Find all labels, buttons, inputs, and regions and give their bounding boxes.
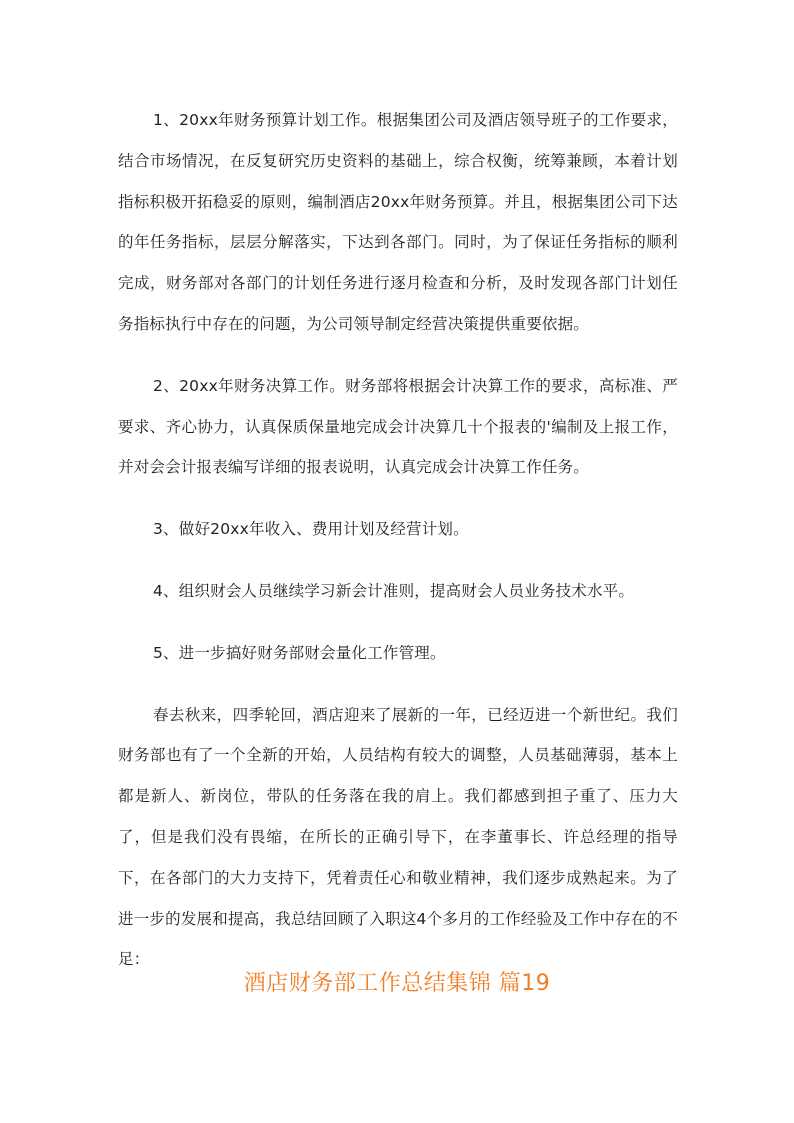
paragraph-gap bbox=[118, 612, 678, 633]
paragraph-budget-plan: 1、20xx年财务预算计划工作。根据集团公司及酒店领导班子的工作要求，结合市场情况，在反复研究历史资料的基础上，综合权衡，统筹兼顾，本着计划指标积极开拓稳妥的原则，编制酒店20xx年财务预算。并且，根据集团公司下达的年任务指标，层层分解落实，下达到各部门。同时，为了保证任务指标的顺利完成，财务部对各部门的计划任务进行逐月检查和分析，及时发现各部门计划任务指标执行中存在的问题，为公司领导制定经营决策提供重要依据。 bbox=[118, 111, 678, 333]
paragraph-final-accounts: 2、20xx年财务决算工作。财务部将根据会计决算工作的要求，高标准、严要求、齐心协力，认真保质保量地完成会计决算几十个报表的'编制及上报工作，并对会会计报表编写详细的报表说明，认真完成会计决算工作任务。 bbox=[118, 376, 678, 477]
paragraph-quantification: 5、进一步搞好财务部财会量化工作管理。 bbox=[153, 643, 446, 662]
paragraph-income-plan: 3、做好20xx年收入、费用计划及经营计划。 bbox=[153, 520, 469, 539]
paragraph-summary-intro: 春去秋来，四季轮回，酒店迎来了展新的一年，已经迈进一个新世纪。我们财务部也有了一个全新的开始，人员结构有较大的调整，人员基础薄弱，基本上都是新人、新岗位，带队的任务落在我的肩上。我们都感到担子重了、压力大了，但是我们没有畏缩，在所长的正确引导下，在李董事长、许总经理的指导下，在各部门的大力支持下，凭着责任心和敬业精神，我们逐步成熟起来。为了进一步的发展和提高，我总结回顾了入职这4个多月的工作经验及工作中存在的不足： bbox=[118, 705, 678, 969]
paragraph-gap bbox=[118, 488, 678, 509]
paragraph-gap bbox=[118, 550, 678, 571]
paragraph-gap bbox=[118, 345, 678, 366]
paragraph-training: 4、组织财会人员继续学习新会计准则，提高财会人员业务技术水平。 bbox=[153, 581, 635, 600]
document-body bbox=[118, 100, 678, 980]
section-heading: 酒店财务部工作总结集锦 篇19 bbox=[243, 971, 551, 996]
paragraph-gap bbox=[118, 674, 678, 695]
